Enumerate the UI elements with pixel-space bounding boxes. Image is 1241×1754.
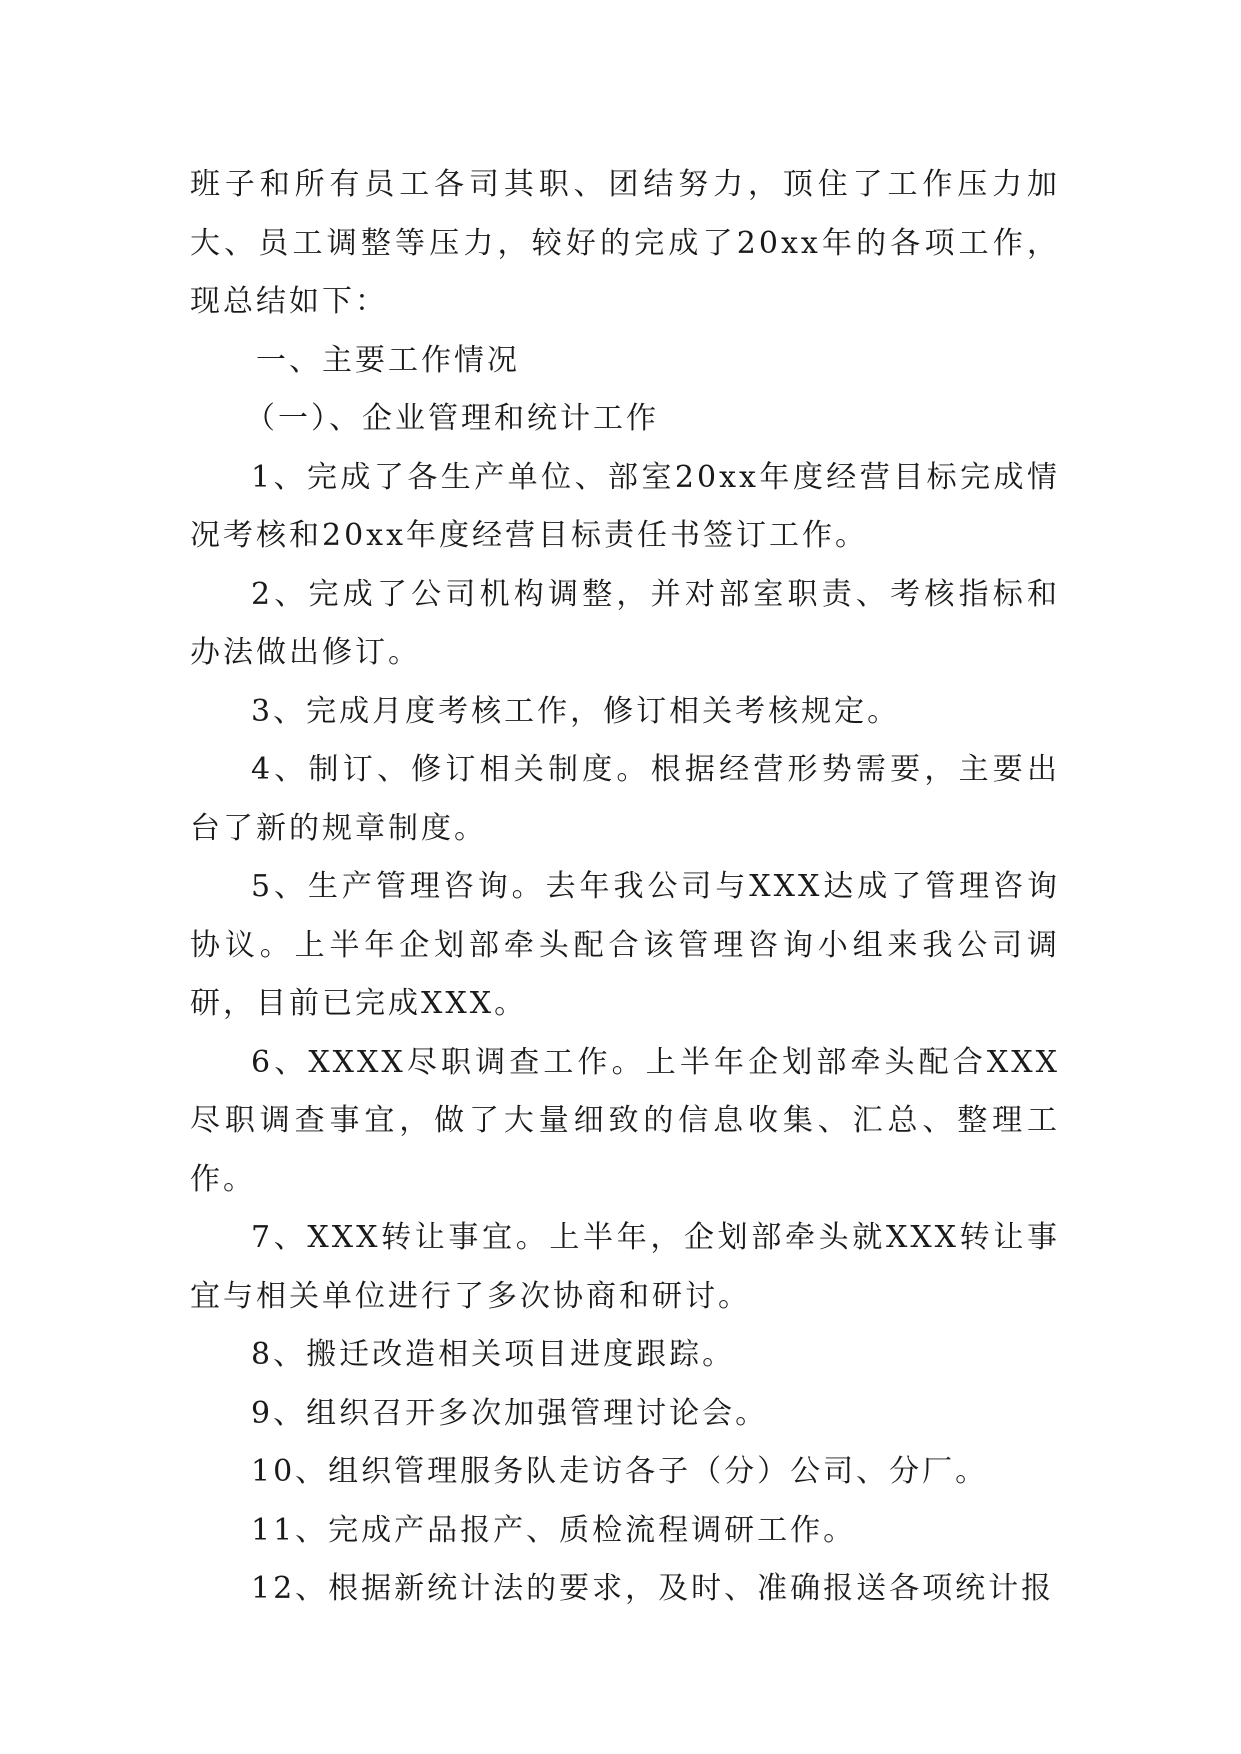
list-item-1: 1、完成了各生产单位、部室20xx年度经营目标完成情况考核和20xx年度经营目标责任书签订工作。 xyxy=(190,459,1060,553)
list-item-6: 6、XXXX尽职调查工作。上半年企划部牵头配合XXX尽职调查事宜，做了大量细致的信息收集、汇总、整理工作。 xyxy=(190,1044,1060,1197)
section-heading-main-work: 一、主要工作情况 xyxy=(256,342,520,378)
subsection-heading-management-statistics: （一）、企业管理和统计工作 xyxy=(245,401,659,436)
list-item-2: 2、完成了公司机构调整，并对部室职责、考核指标和办法做出修订。 xyxy=(190,576,1060,670)
list-item-11: 11、完成产品报产、质检流程调研工作。 xyxy=(251,1512,857,1548)
list-item-12: 12、根据新统计法的要求，及时、准确报送各项统计报 xyxy=(251,1571,1055,1606)
list-item-3: 3、完成月度考核工作，修订相关考核规定。 xyxy=(251,693,901,729)
document-body xyxy=(190,156,1060,1619)
list-item-9: 9、组织召开多次加强管理讨论会。 xyxy=(251,1395,769,1431)
paragraph-intro-continuation: 班子和所有员工各司其职、团结努力，顶住了工作压力加大、员工调整等压力，较好的完成了20xx年的各项工作，现总结如下： xyxy=(190,167,1060,319)
list-item-8: 8、搬迁改造相关项目进度跟踪。 xyxy=(251,1337,736,1372)
list-item-5: 5、生产管理咨询。去年我公司与XXX达成了管理咨询协议。上半年企划部牵头配合该管理咨询小组来我公司调研，目前已完成XXX。 xyxy=(190,869,1060,1021)
list-item-10: 10、组织管理服务队走访各子（分）公司、分厂。 xyxy=(251,1454,989,1489)
list-item-4: 4、制订、修订相关制度。根据经营形势需要，主要出台了新的规章制度。 xyxy=(190,752,1060,846)
list-item-7: 7、XXX转让事宜。上半年，企划部牵头就XXX转让事宜与相关单位进行了多次协商和研讨。 xyxy=(190,1220,1060,1314)
